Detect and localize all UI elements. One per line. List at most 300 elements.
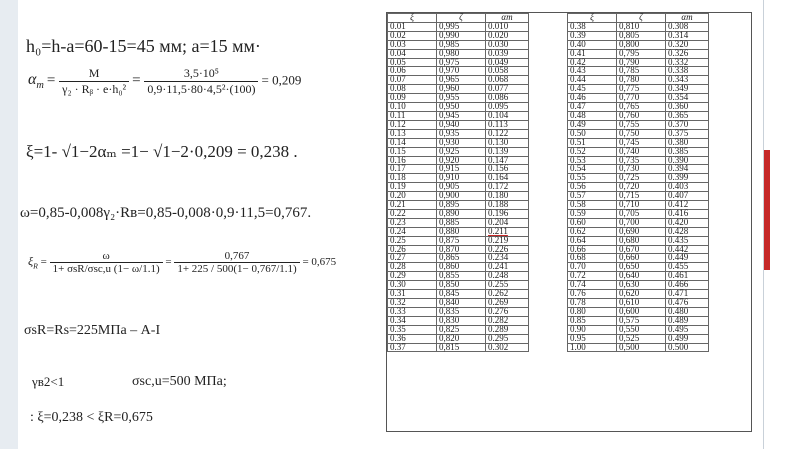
table-gap [529, 129, 568, 138]
table-cell: 0.461 [666, 272, 709, 281]
table-cell: 0,840 [437, 299, 486, 308]
table-cell: 0.80 [568, 307, 617, 316]
table-cell: 0.471 [666, 290, 709, 299]
table-cell: 0,725 [617, 174, 666, 183]
alpha-result: = 0,209 [261, 72, 302, 88]
table-gap [529, 58, 568, 67]
table-cell: 0,715 [617, 192, 666, 201]
table-gap [529, 192, 568, 201]
table-gap [529, 31, 568, 40]
table-cell: 0.188 [486, 201, 529, 210]
table-cell: 0,745 [617, 138, 666, 147]
table-cell: 0,860 [437, 263, 486, 272]
table-cell: 0.349 [666, 85, 709, 94]
formula-sigma-sR: σsR=Rs=225МПа – A-I [24, 323, 161, 338]
table-cell: 0.489 [666, 316, 709, 325]
table-cell: 0.29 [388, 272, 437, 281]
table-cell: 0.276 [486, 307, 529, 316]
table-cell: 0.55 [568, 174, 617, 183]
table-cell: 0,835 [437, 307, 486, 316]
table-gap [529, 254, 568, 263]
header-zeta-1: ζ [437, 14, 486, 23]
table-cell: 0.375 [666, 129, 709, 138]
table-cell: 0,705 [617, 209, 666, 218]
table-gap [529, 201, 568, 210]
table-cell: 0.32 [388, 299, 437, 308]
table-cell: 0.04 [388, 49, 437, 58]
table-cell: 0.23 [388, 218, 437, 227]
table-cell: 0.320 [666, 40, 709, 49]
xiR-frac-1: $\frac{\omega}{\text{1+ σsR/σsc,u (1− ω/1.1)}}$ [50, 250, 163, 275]
table-cell: 0.50 [568, 129, 617, 138]
table-cell: 0.495 [666, 325, 709, 334]
table-cell: 0.180 [486, 192, 529, 201]
table-cell: 0.370 [666, 120, 709, 129]
table-cell: 0.058 [486, 67, 529, 76]
table-cell: 0.19 [388, 183, 437, 192]
table-row [388, 227, 709, 236]
table-cell: 0.38 [568, 22, 617, 31]
table-cell: 0.262 [486, 290, 529, 299]
table-cell: 0.59 [568, 209, 617, 218]
table-cell: 0.62 [568, 227, 617, 236]
table-cell: 0.204 [486, 218, 529, 227]
table-cell: 0,550 [617, 325, 666, 334]
table-gap [529, 343, 568, 352]
table-cell: 0,900 [437, 192, 486, 201]
table-gap [529, 111, 568, 120]
table-cell: 0,805 [617, 31, 666, 40]
table-cell: 0.020 [486, 31, 529, 40]
table-cell: 0,500 [617, 343, 666, 352]
table-cell: 0,700 [617, 218, 666, 227]
table-cell: 0.43 [568, 67, 617, 76]
table-cell: 0.15 [388, 147, 437, 156]
table-gap [529, 272, 568, 281]
table-gap [529, 183, 568, 192]
table-cell: 0.338 [666, 67, 709, 76]
table-cell: 0,730 [617, 165, 666, 174]
table-row [388, 254, 709, 263]
formula-sigma-sc: σsc,u=500 МПа; [132, 374, 227, 389]
table-cell: 0.66 [568, 245, 617, 254]
table-cell: 0.314 [666, 31, 709, 40]
table-cell: 0.077 [486, 85, 529, 94]
table-cell: 0.269 [486, 299, 529, 308]
table-cell: 0,965 [437, 76, 486, 85]
table-cell: 0.10 [388, 103, 437, 112]
left-decor-bar [0, 0, 18, 449]
table-cell: 0,935 [437, 129, 486, 138]
table-cell: 0.354 [666, 94, 709, 103]
table-cell: 0,995 [437, 22, 486, 31]
formula-alpha: $\alpha_m$ = $\frac{M}{\text{γ₂ · Rᵦ · e·h₀²}}$ = $\frac{\text{3,5·10⁵}}{\text{0,9·11,5·80·4,5²·(100)}}$ = 0,209 [28, 66, 302, 96]
table-row [388, 209, 709, 218]
table-cell: 0.211 [486, 227, 529, 236]
table-gap [529, 156, 568, 165]
table-row [388, 49, 709, 58]
table-cell: 0,950 [437, 103, 486, 112]
table-row [388, 165, 709, 174]
table-row [388, 307, 709, 316]
table-gap [529, 299, 568, 308]
table-cell: 0.466 [666, 281, 709, 290]
table-gap [529, 120, 568, 129]
table-cell: 0.36 [388, 334, 437, 343]
table-cell: 0,630 [617, 281, 666, 290]
table-cell: 0.31 [388, 290, 437, 299]
table-cell: 0,825 [437, 325, 486, 334]
table-cell: 0,915 [437, 165, 486, 174]
table-cell: 0,690 [617, 227, 666, 236]
table-cell: 0,985 [437, 40, 486, 49]
table-cell: 0,865 [437, 254, 486, 263]
table-cell: 0.60 [568, 218, 617, 227]
table-cell: 0.442 [666, 245, 709, 254]
table-row [388, 129, 709, 138]
table-cell: 0.139 [486, 147, 529, 156]
table-row [388, 120, 709, 129]
table-cell: 0.28 [388, 263, 437, 272]
table-gap [529, 14, 568, 23]
table-cell: 0.248 [486, 272, 529, 281]
header-xi-2: ξ [568, 14, 617, 23]
table-cell: 0.64 [568, 236, 617, 245]
table-gap [529, 281, 568, 290]
table-cell: 0,765 [617, 103, 666, 112]
table-row [388, 76, 709, 85]
table-cell: 0,780 [617, 76, 666, 85]
table-cell: 0,955 [437, 94, 486, 103]
xiR-result: = 0,675 [302, 256, 337, 269]
table-cell: 0.435 [666, 236, 709, 245]
table-cell: 0.095 [486, 103, 529, 112]
table-cell: 0.40 [568, 40, 617, 49]
table-cell: 0,795 [617, 49, 666, 58]
table-cell: 0,800 [617, 40, 666, 49]
table-cell: 0.03 [388, 40, 437, 49]
table-cell: 0.104 [486, 111, 529, 120]
table-row [388, 263, 709, 272]
table-cell: 0.122 [486, 129, 529, 138]
table-cell: 0.56 [568, 183, 617, 192]
table-row [388, 138, 709, 147]
table-cell: 0.09 [388, 94, 437, 103]
table-cell: 0.164 [486, 174, 529, 183]
table-row [388, 218, 709, 227]
table-gap [529, 316, 568, 325]
table-gap [529, 227, 568, 236]
table-header-row [388, 14, 709, 23]
table-gap [529, 209, 568, 218]
table-row [388, 201, 709, 210]
formulas-panel [20, 0, 380, 449]
table-gap [529, 218, 568, 227]
table-cell: 0.039 [486, 49, 529, 58]
table-cell: 0.326 [666, 49, 709, 58]
table-cell: 0,670 [617, 245, 666, 254]
table-cell: 0.499 [666, 334, 709, 343]
table-cell: 0,710 [617, 201, 666, 210]
table-cell: 0,970 [437, 67, 486, 76]
table-row [388, 245, 709, 254]
table-cell: 0.34 [388, 316, 437, 325]
table-cell: 0.44 [568, 76, 617, 85]
table-cell: 0,930 [437, 138, 486, 147]
table-gap [529, 147, 568, 156]
table-cell: 0,620 [617, 290, 666, 299]
formula-omega: ω=0,85-0,008γ₂·Rв=0,85-0,008·0,9·11,5=0,767. [20, 205, 312, 221]
xiR-lhs: $\xi_R$ [28, 254, 38, 271]
table-cell: 0,640 [617, 272, 666, 281]
table-cell: 0.295 [486, 334, 529, 343]
table-cell: 1.00 [568, 343, 617, 352]
table-cell: 0,845 [437, 290, 486, 299]
table-cell: 0.21 [388, 201, 437, 210]
table-cell: 0.74 [568, 281, 617, 290]
formula-h0: h₀=h-a=60-15=45 мм; a=15 мм· [26, 36, 261, 56]
table-cell: 0.332 [666, 58, 709, 67]
table-cell: 0.365 [666, 111, 709, 120]
table-row [388, 183, 709, 192]
table-cell: 0.385 [666, 147, 709, 156]
table-cell: 0.380 [666, 138, 709, 147]
table-cell: 0,960 [437, 85, 486, 94]
table-cell: 0.05 [388, 58, 437, 67]
table-cell: 0.45 [568, 85, 617, 94]
table-cell: 0,855 [437, 272, 486, 281]
table-cell: 0.476 [666, 299, 709, 308]
table-cell: 0.47 [568, 103, 617, 112]
table-cell: 0.13 [388, 129, 437, 138]
table-row [388, 236, 709, 245]
table-cell: 0.78 [568, 299, 617, 308]
alpha-lhs: $\alpha_m$ [28, 71, 44, 92]
table-cell: 0.39 [568, 31, 617, 40]
table-gap [529, 22, 568, 31]
table-cell: 0.48 [568, 111, 617, 120]
table-row [388, 174, 709, 183]
table-row [388, 299, 709, 308]
formula-xiR: $\xi_R$ = $\frac{\omega}{\text{1+ σsR/σsc,u (1− ω/1.1)}}$ = $\frac{0,767}{1+ 225 / 500(1- 0,767/1.1)}$ = 0,675 [28, 250, 337, 275]
table-cell: 0.172 [486, 183, 529, 192]
table-gap [529, 103, 568, 112]
table-cell: 0,980 [437, 49, 486, 58]
table-gap [529, 138, 568, 147]
table-cell: 0,750 [617, 129, 666, 138]
table-cell: 0.14 [388, 138, 437, 147]
table-gap [529, 94, 568, 103]
table-cell: 0,660 [617, 254, 666, 263]
table-cell: 0,680 [617, 236, 666, 245]
table-gap [529, 325, 568, 334]
table-cell: 0.18 [388, 174, 437, 183]
table-row [388, 192, 709, 201]
table-cell: 0.030 [486, 40, 529, 49]
table-cell: 0.24 [388, 227, 437, 236]
table-cell: 0.35 [388, 325, 437, 334]
coefficient-table-wrap [386, 12, 752, 432]
table-gap [529, 245, 568, 254]
table-gap [529, 67, 568, 76]
table-cell: 0.54 [568, 165, 617, 174]
table-cell: 0.58 [568, 201, 617, 210]
table-cell: 0,880 [437, 227, 486, 236]
table-row [388, 31, 709, 40]
table-cell: 0,990 [437, 31, 486, 40]
table-cell: 0.16 [388, 156, 437, 165]
formula-xi: ξ=1- √1−2αₘ =1− √1−2·0,209 = 0,238 . [26, 142, 298, 161]
table-cell: 0,830 [437, 316, 486, 325]
table-cell: 0,875 [437, 236, 486, 245]
table-cell: 0,735 [617, 156, 666, 165]
table-cell: 0.08 [388, 85, 437, 94]
table-cell: 0,945 [437, 111, 486, 120]
table-cell: 0.49 [568, 120, 617, 129]
formula-gamma: γв2<1 [32, 374, 65, 389]
table-cell: 0,610 [617, 299, 666, 308]
table-cell: 0.76 [568, 290, 617, 299]
table-cell: 0.302 [486, 343, 529, 352]
table-gap [529, 85, 568, 94]
table-cell: 0.420 [666, 218, 709, 227]
red-accent-mark [764, 150, 770, 270]
table-cell: 0,525 [617, 334, 666, 343]
table-cell: 0.02 [388, 31, 437, 40]
table-cell: 0.68 [568, 254, 617, 263]
table-cell: 0,975 [437, 58, 486, 67]
table-cell: 0.17 [388, 165, 437, 174]
table-cell: 0.11 [388, 111, 437, 120]
table-cell: 0,600 [617, 307, 666, 316]
table-row [388, 272, 709, 281]
table-cell: 0.06 [388, 67, 437, 76]
table-cell: 0,740 [617, 147, 666, 156]
table-cell: 0.156 [486, 165, 529, 174]
table-row [388, 103, 709, 112]
table-row [388, 94, 709, 103]
table-cell: 0,760 [617, 111, 666, 120]
table-cell: 0.52 [568, 147, 617, 156]
header-alpha-1: αm [486, 14, 529, 23]
table-row [388, 85, 709, 94]
table-cell: 0.51 [568, 138, 617, 147]
table-cell: 0.30 [388, 281, 437, 290]
table-cell: 0,905 [437, 183, 486, 192]
table-cell: 0.455 [666, 263, 709, 272]
table-cell: 0,850 [437, 281, 486, 290]
header-xi-1: ξ [388, 14, 437, 23]
table-cell: 0.90 [568, 325, 617, 334]
table-cell: 0.360 [666, 103, 709, 112]
table-cell: 0.480 [666, 307, 709, 316]
table-cell: 0,815 [437, 343, 486, 352]
table-gap [529, 290, 568, 299]
table-cell: 0.57 [568, 192, 617, 201]
table-cell: 0.22 [388, 209, 437, 218]
table-cell: 0,810 [617, 22, 666, 31]
table-row [388, 58, 709, 67]
table-gap [529, 40, 568, 49]
table-cell: 0,940 [437, 120, 486, 129]
table-cell: 0,920 [437, 156, 486, 165]
table-cell: 0.25 [388, 236, 437, 245]
table-cell: 0.399 [666, 174, 709, 183]
table-cell: 0.85 [568, 316, 617, 325]
right-decor-panel [763, 0, 800, 449]
table-row [388, 22, 709, 31]
table-cell: 0.95 [568, 334, 617, 343]
table-cell: 0.37 [388, 343, 437, 352]
table-cell: 0,870 [437, 245, 486, 254]
table-cell: 0.234 [486, 254, 529, 263]
table-row [388, 111, 709, 120]
table-cell: 0.241 [486, 263, 529, 272]
alpha-frac-2: $\frac{\text{3,5·10⁵}}{\text{0,9·11,5·80·4,5²·(100)}}$ [144, 66, 258, 97]
table-cell: 0,785 [617, 67, 666, 76]
table-cell: 0.196 [486, 209, 529, 218]
table-cell: 0.12 [388, 120, 437, 129]
table-row [388, 316, 709, 325]
table-cell: 0,890 [437, 209, 486, 218]
table-cell: 0.282 [486, 316, 529, 325]
table-cell: 0.130 [486, 138, 529, 147]
table-cell: 0.147 [486, 156, 529, 165]
table-cell: 0.226 [486, 245, 529, 254]
table-row [388, 325, 709, 334]
table-cell: 0,925 [437, 147, 486, 156]
header-zeta-2: ζ [617, 14, 666, 23]
table-gap [529, 307, 568, 316]
table-row [388, 67, 709, 76]
table-cell: 0.412 [666, 201, 709, 210]
table-cell: 0.113 [486, 120, 529, 129]
table-cell: 0.01 [388, 22, 437, 31]
table-cell: 0.255 [486, 281, 529, 290]
table-cell: 0.010 [486, 22, 529, 31]
table-cell: 0.26 [388, 245, 437, 254]
table-cell: 0.46 [568, 94, 617, 103]
alpha-frac-1: $\frac{M}{\text{γ₂ · Rᵦ · e·h₀²}}$ [59, 66, 129, 97]
table-cell: 0.403 [666, 183, 709, 192]
table-cell: 0.70 [568, 263, 617, 272]
table-gap [529, 49, 568, 58]
table-row [388, 156, 709, 165]
table-cell: 0.394 [666, 165, 709, 174]
table-cell: 0.20 [388, 192, 437, 201]
table-row [388, 290, 709, 299]
table-cell: 0,650 [617, 263, 666, 272]
table-gap [529, 174, 568, 183]
table-cell: 0.390 [666, 156, 709, 165]
coefficient-table [387, 13, 709, 352]
xiR-frac-2: $\frac{0,767}{1+ 225 / 500(1- 0,767/1.1)}$ [174, 250, 299, 275]
table-cell: 0,755 [617, 120, 666, 129]
table-cell: 0,910 [437, 174, 486, 183]
table-cell: 0,575 [617, 316, 666, 325]
table-cell: 0.33 [388, 307, 437, 316]
table-cell: 0.449 [666, 254, 709, 263]
table-gap [529, 263, 568, 272]
table-cell: 0,770 [617, 94, 666, 103]
table-cell: 0.068 [486, 76, 529, 85]
table-cell: 0.428 [666, 227, 709, 236]
table-row [388, 40, 709, 49]
table-cell: 0.27 [388, 254, 437, 263]
table-cell: 0.07 [388, 76, 437, 85]
table-row [388, 147, 709, 156]
table-cell: 0,775 [617, 85, 666, 94]
